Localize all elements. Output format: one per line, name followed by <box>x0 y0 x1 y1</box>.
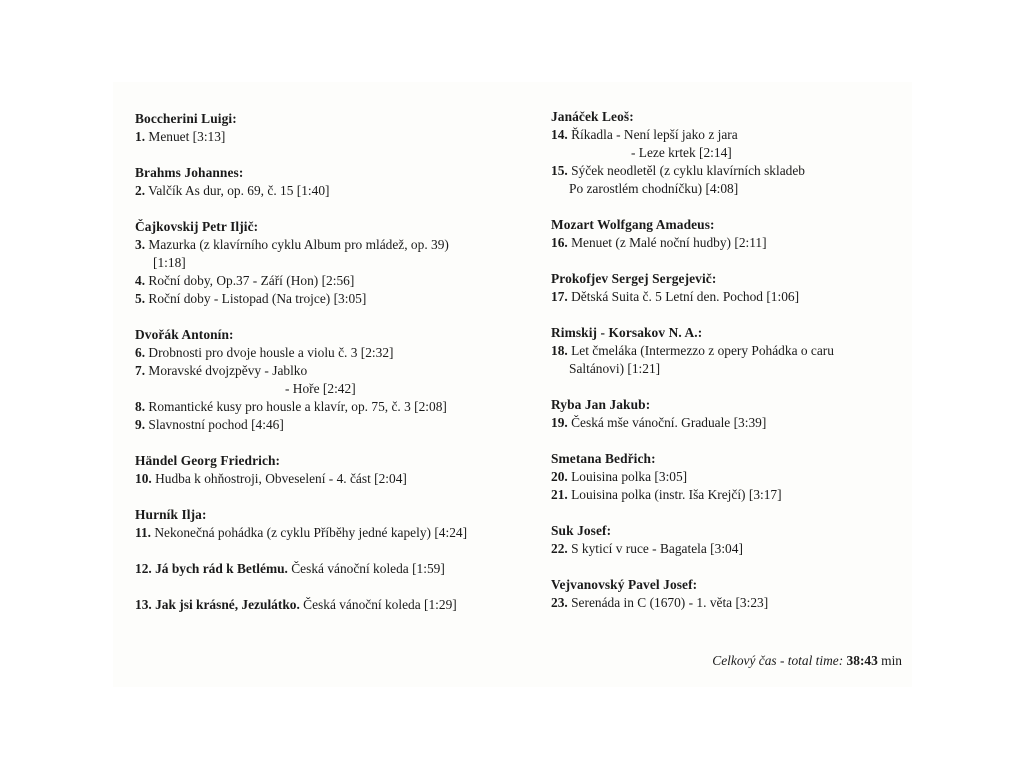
track-continuation: [1:18] <box>153 255 186 270</box>
total-time-value: 38:43 <box>846 653 878 668</box>
track-number: 13. <box>135 597 152 612</box>
track-title-bold: Jak jsi krásné, Jezulátko. <box>155 597 300 612</box>
track-title: Serenáda in C (1670) - 1. věta [3:23] <box>571 595 769 610</box>
composer-name: Janáček Leoš: <box>551 109 634 124</box>
track-subtitle: Česká vánoční koleda [1:59] <box>287 561 445 576</box>
track-number: 18. <box>551 343 568 358</box>
track-item <box>551 234 901 252</box>
composer-group <box>135 326 535 434</box>
track-subtitle: Česká vánoční koleda [1:29] <box>299 597 457 612</box>
track-title: Slavnostní pochod [4:46] <box>148 417 284 432</box>
composer-name: Vejvanovský Pavel Josef: <box>551 577 698 592</box>
tracklist-sheet <box>113 82 912 687</box>
track-item <box>551 540 901 558</box>
track-title: Valčík As dur, op. 69, č. 15 [1:40] <box>148 183 330 198</box>
composer-group <box>135 164 535 200</box>
track-continuation: - Leze krtek [2:14] <box>631 145 732 160</box>
track-item <box>551 468 901 486</box>
track-number: 10. <box>135 471 152 486</box>
track-number: 12. <box>135 561 152 576</box>
track-item <box>135 416 535 434</box>
track-item <box>551 486 901 504</box>
composer-group <box>551 522 901 558</box>
track-item <box>135 596 535 614</box>
track-continuation: Saltánovi) [1:21] <box>569 361 661 376</box>
track-title: Říkadla - Není lepší jako z jara <box>571 127 738 142</box>
composer-name: Smetana Bedřich: <box>551 451 656 466</box>
track-continuation: - Hoře [2:42] <box>285 381 356 396</box>
track-item <box>551 288 901 306</box>
composer-name: Suk Josef: <box>551 523 612 538</box>
track-item <box>135 398 535 416</box>
track-item <box>135 236 535 254</box>
track-title: Moravské dvojzpěvy - Jablko <box>148 363 308 378</box>
track-title: Louisina polka (instr. Iša Krejčí) [3:17] <box>571 487 782 502</box>
left-column <box>135 110 535 632</box>
track-item <box>551 162 901 180</box>
composer-name: Händel Georg Friedrich: <box>135 453 281 468</box>
track-title: Hudba k ohňostroji, Obveselení - 4. část [2:04] <box>155 471 407 486</box>
composer-name: Dvořák Antonín: <box>135 327 234 342</box>
track-number: 6. <box>135 345 146 360</box>
track-number: 21. <box>551 487 568 502</box>
composer-name: Mozart Wolfgang Amadeus: <box>551 217 715 232</box>
composer-name: Boccherini Luigi: <box>135 111 237 126</box>
track-number: 14. <box>551 127 568 142</box>
track-number: 19. <box>551 415 568 430</box>
track-number: 8. <box>135 399 146 414</box>
track-item <box>551 126 901 144</box>
track-item <box>135 524 535 542</box>
single-track-group <box>135 596 535 614</box>
track-number: 7. <box>135 363 146 378</box>
single-track-group <box>135 560 535 578</box>
composer-name: Brahms Johannes: <box>135 165 244 180</box>
composer-group <box>551 450 901 504</box>
composer-group <box>551 324 901 378</box>
composer-group <box>551 576 901 612</box>
track-number: 23. <box>551 595 568 610</box>
track-title: S kyticí v ruce - Bagatela [3:04] <box>571 541 743 556</box>
track-title: Menuet [3:13] <box>148 129 226 144</box>
composer-group <box>135 218 535 308</box>
track-item <box>135 362 535 380</box>
track-title: Roční doby - Listopad (Na trojce) [3:05] <box>148 291 367 306</box>
composer-name: Prokofjev Sergej Sergejevič: <box>551 271 717 286</box>
composer-group <box>551 216 901 252</box>
right-column <box>551 108 901 630</box>
composer-name: Čajkovskij Petr Iljič: <box>135 219 259 234</box>
track-number: 16. <box>551 235 568 250</box>
track-number: 4. <box>135 273 146 288</box>
track-number: 22. <box>551 541 568 556</box>
track-number: 15. <box>551 163 568 178</box>
composer-group <box>551 270 901 306</box>
track-number: 3. <box>135 237 146 252</box>
track-title: Louisina polka [3:05] <box>571 469 688 484</box>
composer-group <box>551 108 901 198</box>
track-item <box>135 128 535 146</box>
composer-group <box>135 110 535 146</box>
composer-name: Rimskij - Korsakov N. A.: <box>551 325 703 340</box>
track-title: Menuet (z Malé noční hudby) [2:11] <box>571 235 767 250</box>
track-title: Sýček neodletěl (z cyklu klavírních skladeb <box>571 163 805 178</box>
track-item <box>551 594 901 612</box>
track-item <box>135 470 535 488</box>
track-item <box>135 344 535 362</box>
composer-group <box>551 396 901 432</box>
track-item <box>135 182 535 200</box>
track-item <box>551 414 901 432</box>
track-title-bold: Já bych rád k Betlému. <box>155 561 288 576</box>
total-time <box>712 653 902 669</box>
track-title: Roční doby, Op.37 - Září (Hon) [2:56] <box>148 273 355 288</box>
track-number: 1. <box>135 129 146 144</box>
track-title: Let čmeláka (Intermezzo z opery Pohádka o caru <box>571 343 834 358</box>
track-item <box>135 272 535 290</box>
track-title: Romantické kusy pro housle a klavír, op. 75, č. 3 [2:08] <box>148 399 447 414</box>
track-item <box>551 342 901 360</box>
track-item <box>135 560 535 578</box>
total-time-unit: min <box>881 653 902 668</box>
composer-group <box>135 506 535 542</box>
track-title: Dětská Suita č. 5 Letní den. Pochod [1:06] <box>571 289 800 304</box>
track-number: 11. <box>135 525 151 540</box>
composer-name: Ryba Jan Jakub: <box>551 397 651 412</box>
track-title: Drobnosti pro dvoje housle a violu č. 3 [2:32] <box>148 345 394 360</box>
track-number: 20. <box>551 469 568 484</box>
composer-name: Hurník Ilja: <box>135 507 207 522</box>
track-number: 2. <box>135 183 146 198</box>
track-item <box>135 290 535 308</box>
track-number: 17. <box>551 289 568 304</box>
track-title: Česká mše vánoční. Graduale [3:39] <box>571 415 767 430</box>
track-number: 5. <box>135 291 146 306</box>
track-title: Mazurka (z klavírního cyklu Album pro mládež, op. 39) <box>148 237 449 252</box>
total-time-label: Celkový čas - total time: <box>712 653 844 668</box>
track-number: 9. <box>135 417 146 432</box>
composer-group <box>135 452 535 488</box>
track-continuation: Po zarostlém chodníčku) [4:08] <box>569 181 739 196</box>
track-title: Nekonečná pohádka (z cyklu Příběhy jedné kapely) [4:24] <box>154 525 468 540</box>
